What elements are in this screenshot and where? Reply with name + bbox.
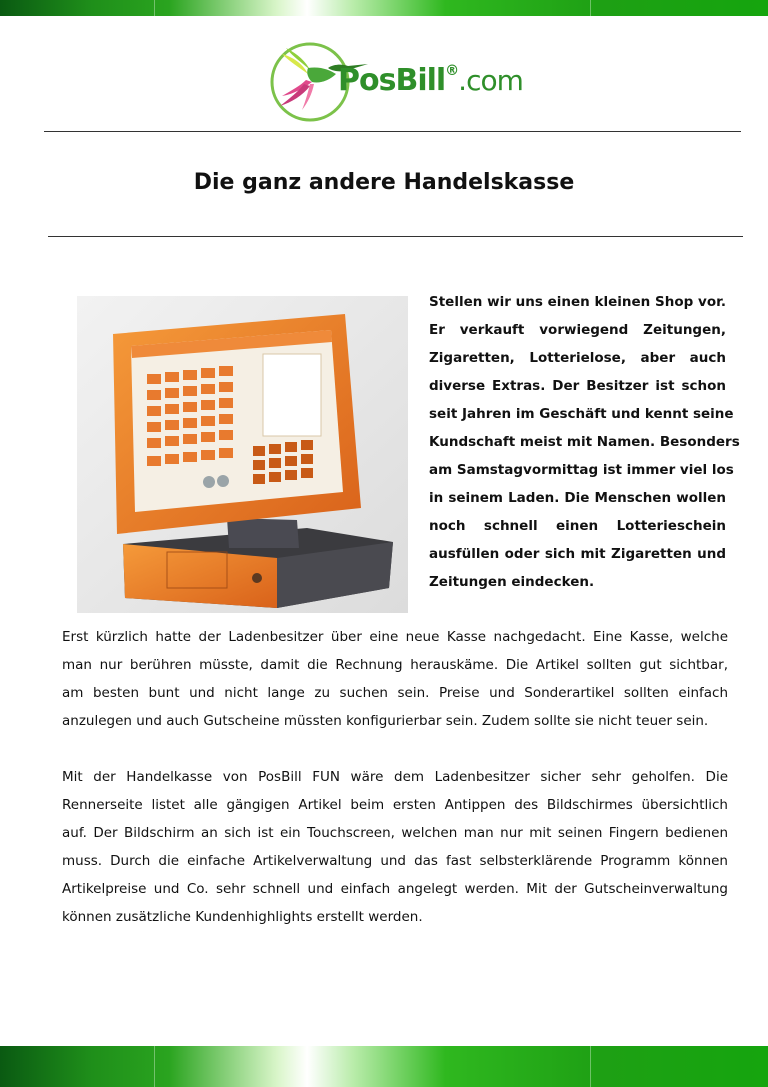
top-decorative-band — [0, 0, 768, 16]
paragraph-1: Erst kürzlich hatte der Ladenbesitzer über eine neue Kasse nachgedacht. Eine Kasse, welche man nur berühren müsste, damit die Rechnung herauskäme. Die Artikel sollten gut sichtbar, am besten bunt und nicht lange zu suchen sein. Preise und Sonderartikel sollten einfach anzulegen und auch Gutscheine müssten konfigurierbar sein. Zudem sollte sie nicht teuer sein. — [62, 629, 728, 729]
page-title: Die ganz andere Handelskasse — [193, 170, 575, 195]
logo-wordmark: PosBill®.com — [338, 63, 523, 98]
top-divider — [44, 131, 741, 132]
posbill-fun-touchscreen-kasse — [77, 296, 408, 613]
bottom-decorative-band — [0, 1046, 768, 1087]
intro-text: Stellen wir uns einen kleinen Shop vor. Er verkauft vorwiegend Zeitungen, Zigaretten, Lotterielose, aber auch diverse Extras. Der Besitzer ist schon seit Jahren im Geschäft und kennt seine Kundschaft meist mit Namen. Besonders am Samstagvormittag ist immer viel los in seinem Laden. Die Menschen wollen noch schnell einen Lotterieschein ausfüllen oder sich mit Zigaretten und Zeitungen eindecken. — [429, 294, 740, 590]
title-divider — [48, 236, 743, 237]
paragraph-2: Mit der Handelkasse von PosBill FUN wäre dem Ladenbesitzer sicher sehr geholfen. Die Rennerseite listet alle gängigen Artikel beim ersten Antippen des Bildschirmes übersichtlich auf. Der Bildschirm an sich ist ein Touchscreen, welchen man nur mit seinen Fingern bedienen muss. Durch die einfache Artikelverwaltung und das fast selbsterklärende Programm können Artikelpreise und Co. sehr schnell und einfach angelegt werden. Mit der Gutscheinverwaltung können zusätzliche Kundenhighlights erstellt werden. — [62, 769, 728, 925]
